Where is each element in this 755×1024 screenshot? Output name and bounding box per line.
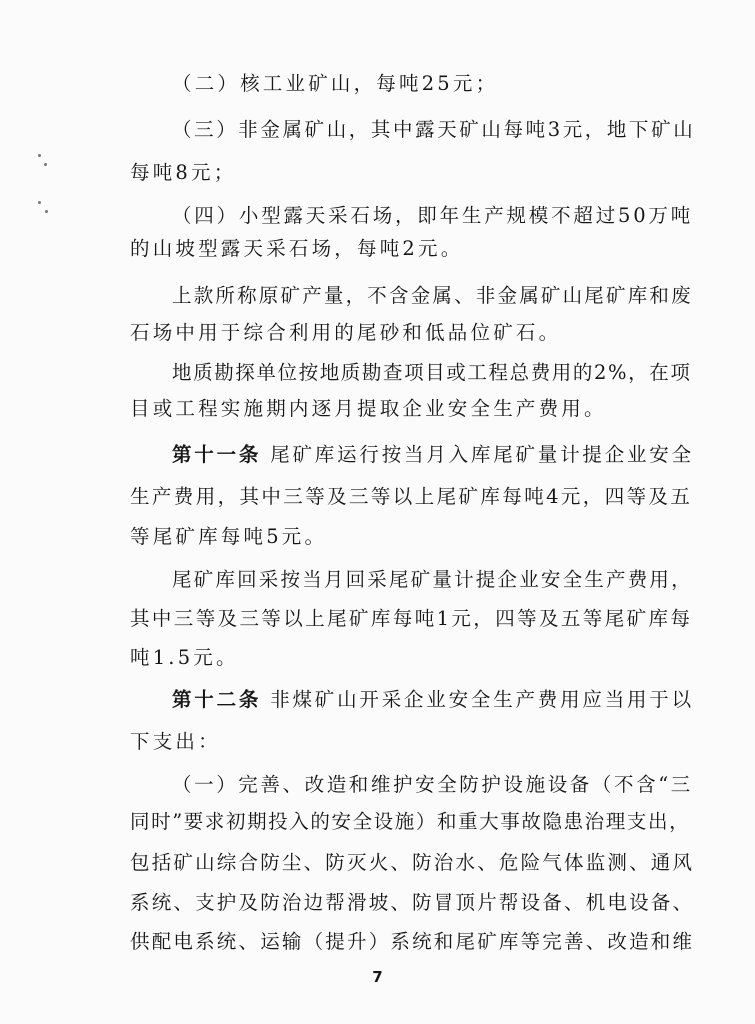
text-line: 地质勘探单位按地质勘查项目或工程总费用的2%，在项 [172,361,692,384]
text-line: 尾矿库运行按当月入库尾矿量计提企业安全 [270,443,694,466]
text-line: 其中三等及三等以上尾矿库每吨1元，四等及五等尾矿库每 [130,607,693,630]
article-12-heading: 第十二条 [172,688,262,711]
text-line: 同时”要求初期投入的安全设施）和重大事故隐患治理支出， [130,810,691,833]
page-number: 7 [372,968,383,986]
article-11-line [172,445,694,465]
text-line: 包括矿山综合防尘、防灭火、防治水、危险气体监测、通风 [130,851,695,874]
scan-speck [38,201,41,204]
text-line: 石场中用于综合利用的尾砂和低品位矿石。 [130,321,562,344]
text-line: 每吨8元； [130,161,237,184]
text-line: （一）完善、改造和维护安全防护设施设备（不含“三 [172,773,693,796]
text-line: （二）核工业矿山，每吨25元； [172,72,499,95]
article-12-line [172,690,694,710]
text-line: 上款所称原矿产量，不含金属、非金属矿山尾矿库和废 [172,284,693,307]
article-11-heading: 第十一条 [172,443,262,466]
text-line: 供配电系统、运输（提升）系统和尾矿库等完善、改造和维 [130,930,695,953]
text-line: 等尾矿库每吨5元。 [130,525,328,548]
text-line: 目或工程实施期内逐月提取企业安全生产费用。 [130,397,607,420]
text-line: 下支出： [130,730,221,753]
scan-speck [45,210,48,213]
text-line: （四）小型露天采石场，即年生产规模不超过50万吨 [172,204,694,227]
scan-speck [44,163,47,166]
text-line: 生产费用，其中三等及三等以上尾矿库每吨4元，四等及五 [130,485,693,508]
text-line: 系统、支护及防治边帮滑坡、防冒顶片帮设备、机电设备、 [130,891,695,914]
text-line: 非煤矿山开采企业安全生产费用应当用于以 [270,688,694,711]
text-line: 的山坡型露天采石场，每吨2元。 [130,237,464,260]
text-line: 吨1.5元。 [130,646,239,669]
text-line: 尾矿库回采按当月回采尾矿量计提企业安全生产费用， [172,568,693,591]
text-line: （三）非金属矿山，其中露天矿山每吨3元，地下矿山 [172,118,696,141]
scan-speck [38,154,41,157]
